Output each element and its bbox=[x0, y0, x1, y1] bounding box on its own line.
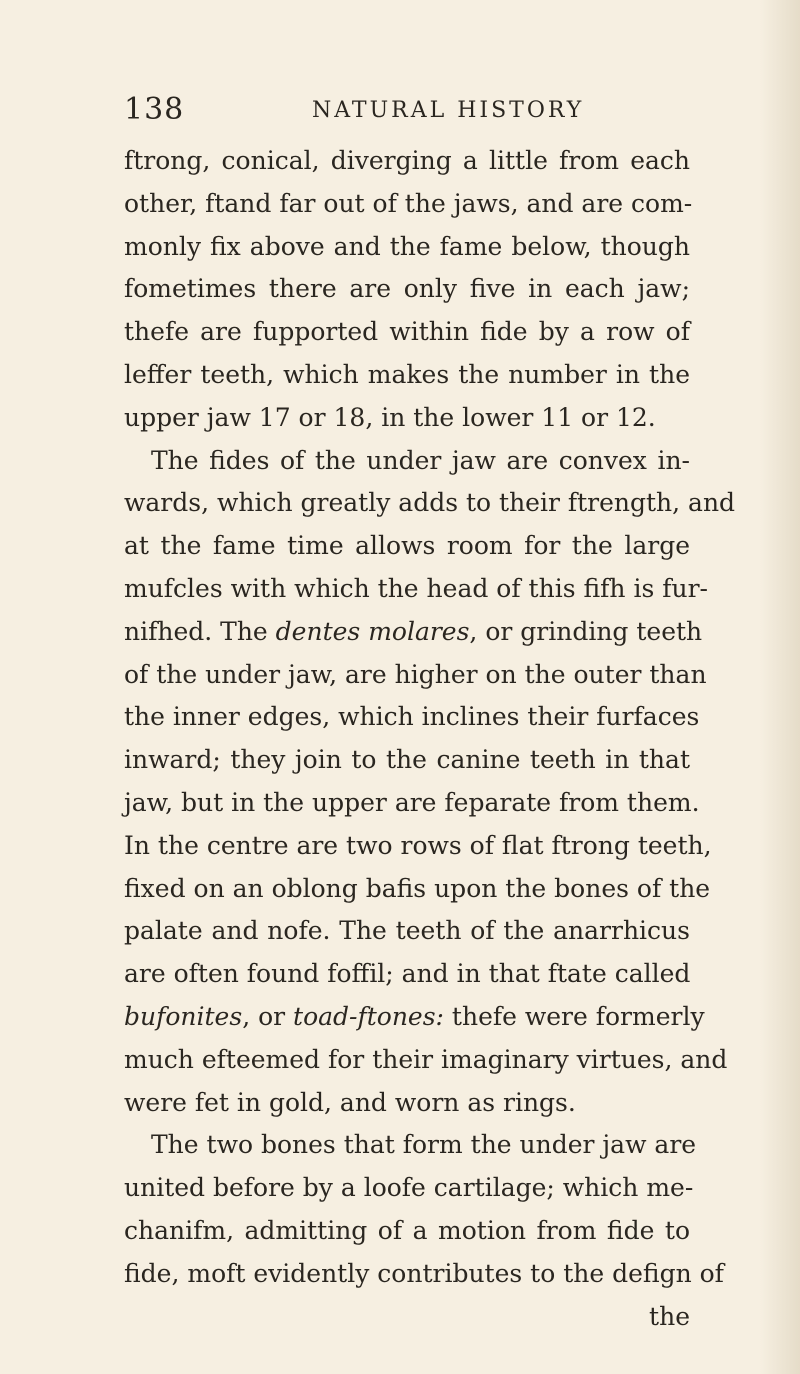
text-line: are often found foffil; and in that ftate called bbox=[124, 959, 691, 989]
text-line: jaw, but in the upper are feparate from them. bbox=[124, 787, 700, 817]
text-line: were fet in gold, and worn as rings. bbox=[124, 1087, 576, 1117]
text-line: ftrong, conical, diverging a little from each bbox=[124, 146, 690, 175]
italic-term: bufonites bbox=[124, 1001, 243, 1031]
text-line: fide, moft evidently contributes to the defign of bbox=[124, 1258, 724, 1288]
running-title: NATURAL HISTORY bbox=[312, 98, 585, 123]
line-text: nifhed. The bbox=[124, 616, 276, 646]
text-line bbox=[124, 611, 703, 654]
text-line: thefe are fupported within fide by a row of bbox=[124, 317, 690, 347]
line-text: thefe were formerly bbox=[443, 1001, 705, 1031]
text-line: the inner edges, which inclines their furfaces bbox=[124, 702, 700, 732]
italic-term: dentes molares bbox=[275, 616, 470, 646]
text-line: other, ftand far out of the jaws, and are com- bbox=[124, 188, 693, 218]
text-line: inward; they join to the canine teeth in that bbox=[124, 745, 690, 775]
page-number: 138 bbox=[124, 92, 185, 127]
text-line: mufcles with which the head of this fifh is fur- bbox=[124, 573, 708, 603]
catchword: the bbox=[649, 1301, 690, 1331]
italic-term: toad-ftones: bbox=[293, 1001, 444, 1031]
page-edge-shadow bbox=[760, 0, 800, 1374]
text-line: fixed on an oblong bafis upon the bones of the bbox=[124, 873, 711, 903]
text-line bbox=[124, 996, 705, 1039]
text-line: much efteemed for their imaginary virtues, and bbox=[124, 1044, 728, 1074]
text-line: palate and nofe. The teeth of the anarrhicus bbox=[124, 916, 690, 946]
body-text bbox=[124, 140, 736, 1338]
text-line: The fides of the under jaw are convex in- bbox=[151, 445, 690, 475]
text-line: fometimes there are only five in each jaw; bbox=[124, 274, 690, 304]
text-line: The two bones that form the under jaw are bbox=[151, 1130, 697, 1160]
text-line: at the fame time allows room for the large bbox=[124, 531, 690, 561]
text-line: of the under jaw, are higher on the outer than bbox=[124, 659, 707, 689]
text-line: united before by a loofe cartilage; which me- bbox=[124, 1173, 694, 1203]
text-line: upper jaw 17 or 18, in the lower 11 or 12. bbox=[124, 402, 656, 432]
line-text: , or bbox=[242, 1001, 294, 1031]
running-head bbox=[124, 92, 684, 132]
text-line: chanifm, admitting of a motion from fide to bbox=[124, 1215, 690, 1245]
text-line: wards, which greatly adds to their ftrength, and bbox=[124, 488, 736, 518]
line-text: , or grinding teeth bbox=[469, 616, 703, 646]
text-line: In the centre are two rows of flat ftrong teeth, bbox=[124, 830, 712, 860]
text-line: leffer teeth, which makes the number in the bbox=[124, 359, 690, 389]
text-line: monly fix above and the fame below, though bbox=[124, 231, 690, 261]
